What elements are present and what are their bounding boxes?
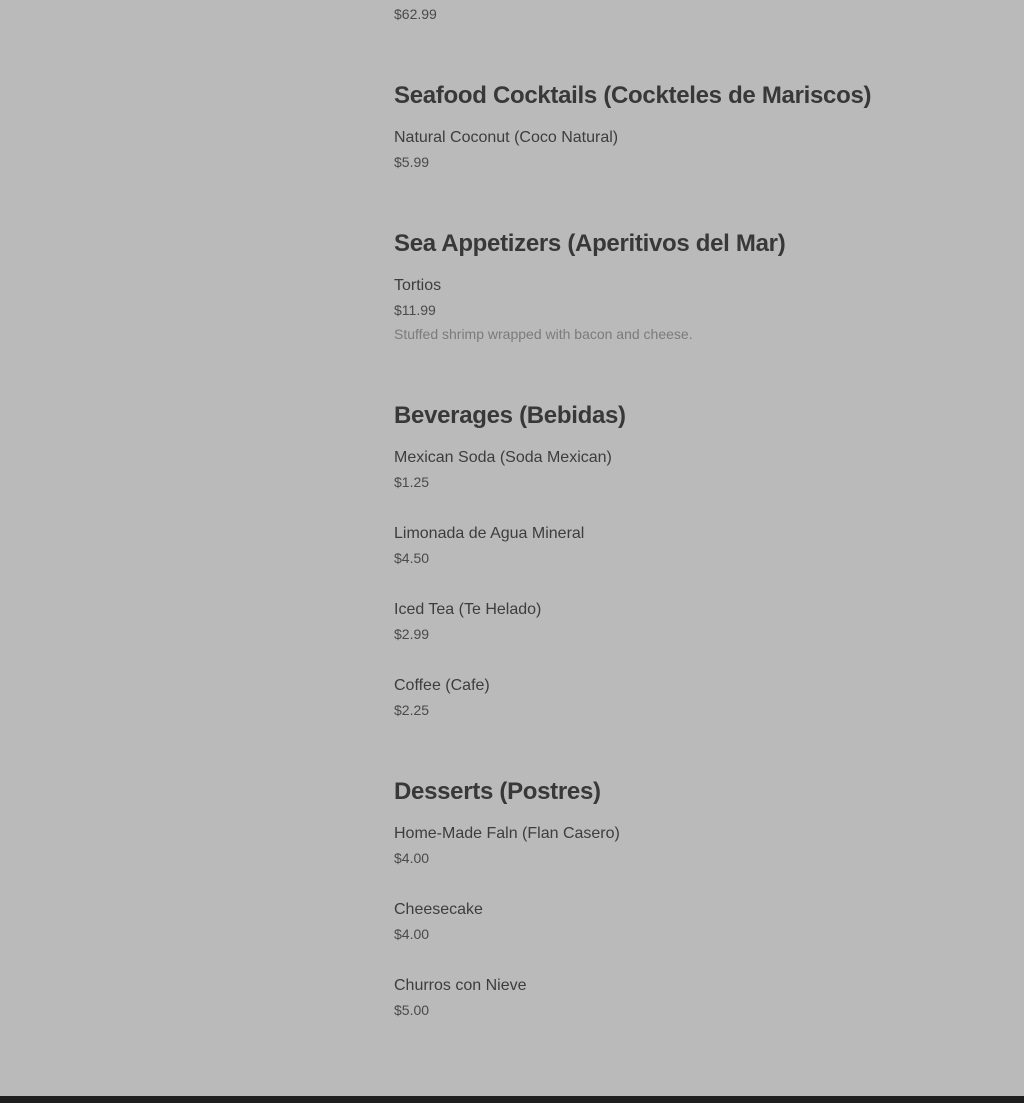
item-name: Tortios — [394, 277, 442, 294]
item-price: $62.99 — [394, 6, 437, 22]
item-name: Coffee (Cafe) — [394, 677, 490, 694]
item-name: Cheesecake — [394, 901, 483, 918]
item-price: $11.99 — [394, 302, 436, 318]
item-name: Mexican Soda (Soda Mexican) — [394, 449, 612, 466]
item-price: $1.25 — [394, 474, 430, 490]
item-price: $4.00 — [394, 926, 430, 942]
menu-section-desserts — [394, 777, 994, 807]
menu-item[interactable] — [394, 900, 994, 942]
item-price: $2.99 — [394, 626, 430, 642]
item-name: Iced Tea (Te Helado) — [394, 601, 542, 618]
item-price: $5.99 — [394, 154, 430, 170]
section-title: Sea Appetizers (Aperitivos del Mar) — [394, 230, 786, 257]
menu-item[interactable] — [394, 676, 994, 718]
footer-bar — [0, 1096, 1024, 1103]
menu-item[interactable] — [394, 600, 994, 642]
menu-item[interactable] — [394, 524, 994, 566]
item-price: $4.00 — [394, 850, 430, 866]
section-title: Seafood Cocktails (Cockteles de Mariscos) — [394, 82, 872, 109]
menu-section-sea-appetizers — [394, 229, 994, 259]
item-name: Churros con Nieve — [394, 977, 527, 994]
menu-item[interactable] — [394, 128, 994, 170]
section-title: Beverages (Bebidas) — [394, 402, 626, 429]
item-price: $4.50 — [394, 550, 430, 566]
item-price: $2.25 — [394, 702, 430, 718]
item-name: Natural Coconut (Coco Natural) — [394, 129, 619, 146]
menu-section-seafood-cocktails — [394, 81, 994, 111]
section-title: Desserts (Postres) — [394, 778, 601, 805]
item-price: $5.00 — [394, 1002, 430, 1018]
menu-item[interactable] — [394, 448, 994, 490]
menu-section-beverages — [394, 401, 994, 431]
item-name: Home-Made Faln (Flan Casero) — [394, 825, 620, 842]
item-name: Limonada de Agua Mineral — [394, 525, 585, 542]
item-description: Stuffed shrimp wrapped with bacon and cheese. — [394, 326, 693, 342]
menu-item[interactable] — [394, 276, 994, 342]
menu-item[interactable] — [394, 824, 994, 866]
menu-item[interactable] — [394, 976, 994, 1018]
